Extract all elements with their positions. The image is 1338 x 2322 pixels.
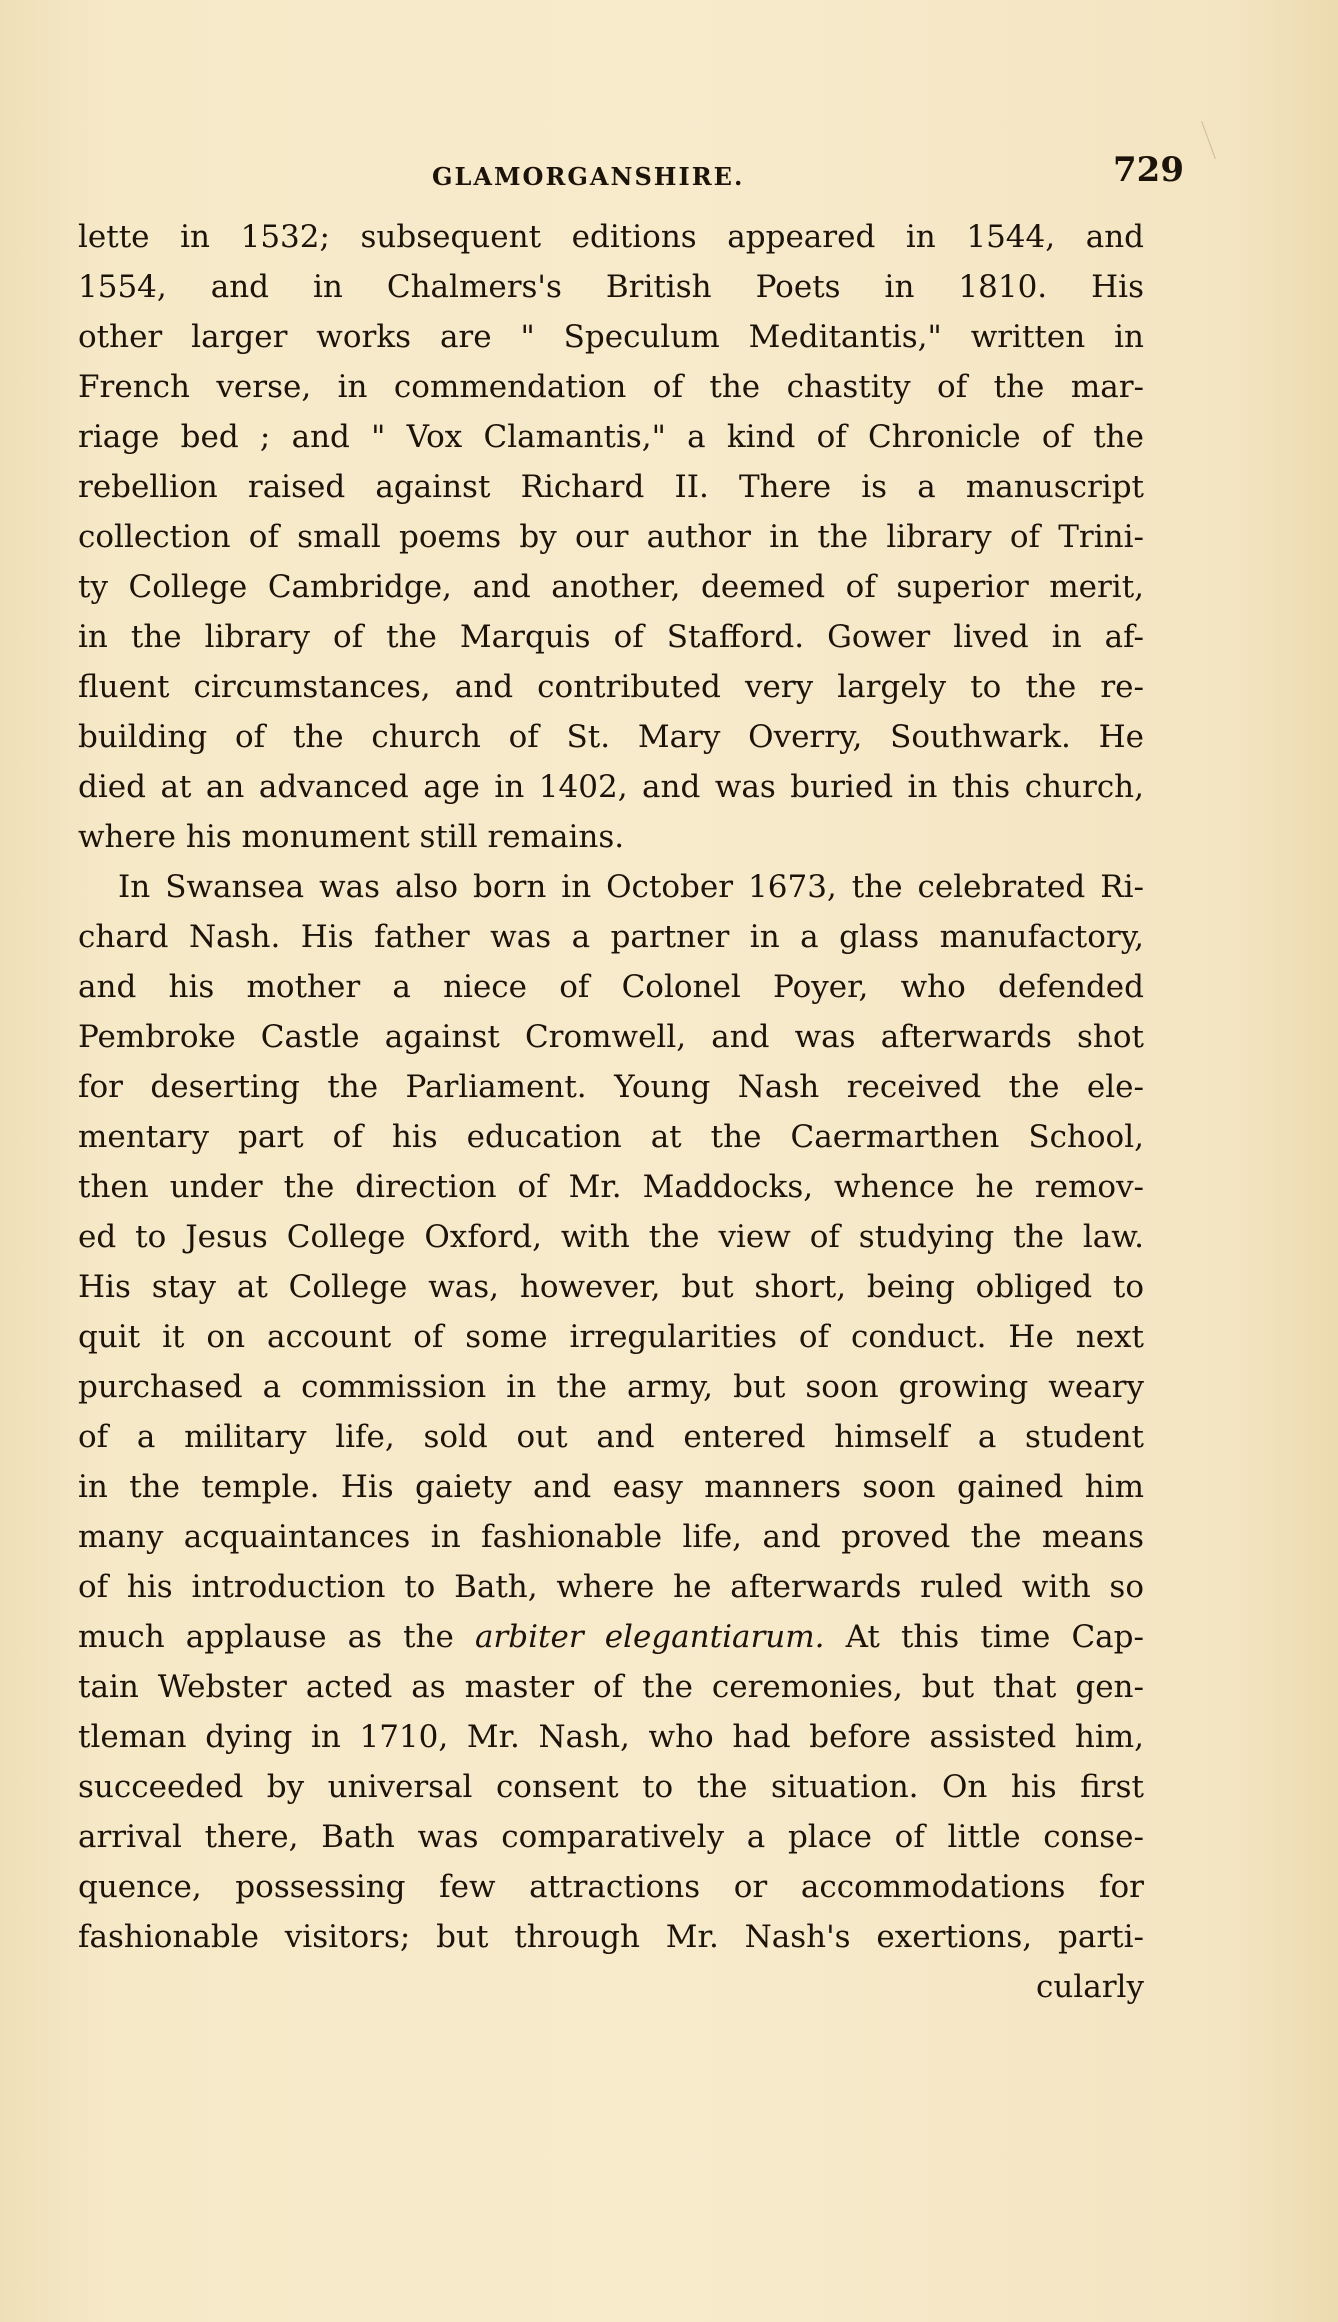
- text-line: Pembroke Castle against Cromwell, and was afterwards shot: [78, 1019, 1144, 1055]
- text-line: ed to Jesus College Oxford, with the view of studying the law.: [78, 1219, 1144, 1255]
- text-line: many acquaintances in fashionable life, and proved the means: [78, 1519, 1144, 1555]
- text-line-with-italic: [78, 1612, 1144, 1662]
- text-line: riage bed ; and " Vox Clamantis," a kind of Chronicle of the: [78, 419, 1144, 455]
- text-line: fashionable visitors; but through Mr. Nash's exertions, parti-: [78, 1919, 1144, 1955]
- text-segment: much applause as the: [78, 1619, 475, 1655]
- text-line: building of the church of St. Mary Overry, Southwark. He: [78, 719, 1144, 755]
- italic-phrase: arbiter elegantiarum.: [474, 1619, 825, 1655]
- text-line: quence, possessing few attractions or accommodations for: [78, 1869, 1144, 1905]
- page-header: [432, 150, 1184, 200]
- page-edge-mark: [1201, 121, 1216, 159]
- text-line: mentary part of his education at the Caermarthen School,: [78, 1119, 1144, 1155]
- text-line: in the library of the Marquis of Stafford. Gower lived in af-: [78, 619, 1144, 655]
- text-line: French verse, in commendation of the chastity of the mar-: [78, 369, 1144, 405]
- catchword: cularly: [1036, 1969, 1144, 2005]
- text-line: tain Webster acted as master of the ceremonies, but that gen-: [78, 1669, 1144, 1705]
- text-line: of his introduction to Bath, where he afterwards ruled with so: [78, 1569, 1144, 1605]
- text-line: died at an advanced age in 1402, and was buried in this church,: [78, 769, 1144, 805]
- text-line: then under the direction of Mr. Maddocks, whence he remov-: [78, 1169, 1144, 1205]
- text-segment: At this time Cap-: [824, 1619, 1144, 1655]
- text-line: for deserting the Parliament. Young Nash received the ele-: [78, 1069, 1144, 1105]
- text-line: arrival there, Bath was comparatively a place of little conse-: [78, 1819, 1144, 1855]
- text-line: quit it on account of some irregularities of conduct. He next: [78, 1319, 1144, 1355]
- text-line: purchased a commission in the army, but soon growing weary: [78, 1369, 1144, 1405]
- paragraph-start-line: In Swansea was also born in October 1673, the celebrated Ri-: [118, 869, 1144, 905]
- text-line: of a military life, sold out and entered himself a student: [78, 1419, 1144, 1455]
- text-line: chard Nash. His father was a partner in a glass manufactory,: [78, 919, 1144, 955]
- text-line: 1554, and in Chalmers's British Poets in 1810. His: [78, 269, 1144, 305]
- body-text: [78, 212, 1144, 2012]
- text-line: other larger works are " Speculum Meditantis," written in: [78, 319, 1144, 355]
- text-line: His stay at College was, however, but short, being obliged to: [78, 1269, 1144, 1305]
- running-head: GLAMORGANSHIRE.: [432, 162, 745, 191]
- text-line: collection of small poems by our author in the library of Trini-: [78, 519, 1144, 555]
- text-line: fluent circumstances, and contributed very largely to the re-: [78, 669, 1144, 705]
- text-line: tleman dying in 1710, Mr. Nash, who had before assisted him,: [78, 1719, 1144, 1755]
- paragraph-end-line: where his monument still remains.: [78, 819, 625, 855]
- text-line: ty College Cambridge, and another, deemed of superior merit,: [78, 569, 1144, 605]
- text-line: lette in 1532; subsequent editions appeared in 1544, and: [78, 219, 1144, 255]
- text-line: succeeded by universal consent to the situation. On his first: [78, 1769, 1144, 1805]
- text-line: rebellion raised against Richard II. There is a manuscript: [78, 469, 1144, 505]
- page-number: 729: [1113, 150, 1184, 190]
- text-line: and his mother a niece of Colonel Poyer, who defended: [78, 969, 1144, 1005]
- text-line: in the temple. His gaiety and easy manners soon gained him: [78, 1469, 1144, 1505]
